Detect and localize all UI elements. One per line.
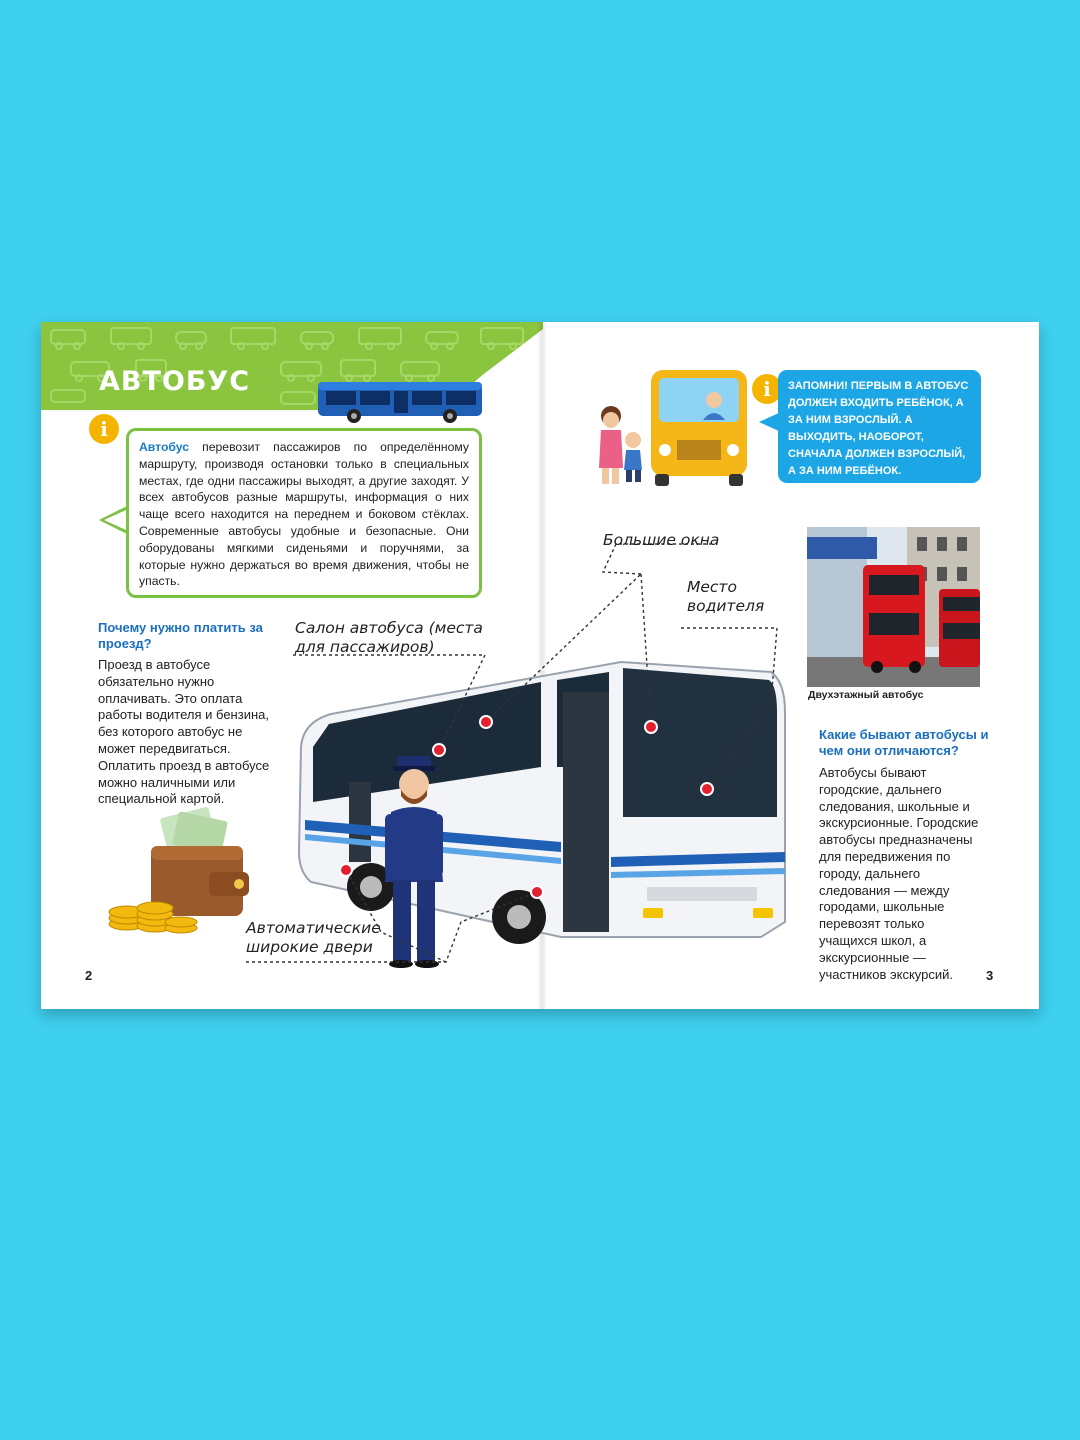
page-title: АВТОБУС — [99, 366, 251, 397]
book-spread — [41, 322, 1039, 1009]
left-question-title: Почему нужно платить за проезд? — [98, 620, 263, 651]
label-driver: Место водителя — [687, 578, 765, 615]
label-doors: Автоматические широкие двери — [246, 919, 381, 956]
label-salon: Салон автобуса (места для пассажиров) — [295, 619, 483, 656]
label-windows: Большие окна — [603, 531, 720, 549]
remember-info-icon: i — [752, 374, 782, 404]
info-icon: i — [89, 414, 119, 444]
right-question-title: Какие бывают автобусы и чем они отличаются? — [819, 727, 989, 758]
page-number-right: 3 — [986, 968, 994, 983]
double-decker-photo — [807, 527, 980, 687]
remember-box: ЗАПОМНИ! ПЕРВЫМ В АВТОБУС ДОЛЖЕН ВХОДИТЬ РЕБЁНОК, А ЗА НИМ ВЗРОСЛЫЙ. А ВЫХОДИТЬ, НАОБОРОТ, СНАЧАЛА ДОЛЖЕН ВЗРОСЛЫЙ, А ЗА НИМ РЕБЁНОК. — [778, 370, 981, 483]
page-number-left: 2 — [85, 968, 93, 983]
photo-caption: Двухэтажный автобус — [808, 689, 924, 701]
school-bus-family-illustration — [593, 364, 753, 489]
info-text: перевозит пассажиров по определённому маршруту, производя остановки только в специальных местах, где одни пассажиры выходят, а другие заходят. У всех автобусов разные маршруты, информация о них чаще всего находится на переднем и боковом стёклах. Современные автобусы удобные и безопасные. Они оборудованы мягкими сиденьями и поручнями, за которые нужно держаться во время движения, чтобы не упасть. — [139, 440, 469, 589]
left-question-text: Проезд в автобусе обязательно нужно оплачивать. Это оплата работы водителя и бензина, без которого автобус не может передвигаться. Оплатить проезд в автобусе можно наличными или специальной картой. — [98, 657, 270, 807]
right-question-text: Автобусы бывают городские, дальнего следования, школьные и экскурсионные. Городские автобусы предназначены для передвижения по городу, дальнего следования — между городами, школьные перевозят только учащихся школ, а экскурсионные — участников экскурсий. — [819, 765, 979, 982]
info-lead: Автобус — [139, 440, 190, 454]
